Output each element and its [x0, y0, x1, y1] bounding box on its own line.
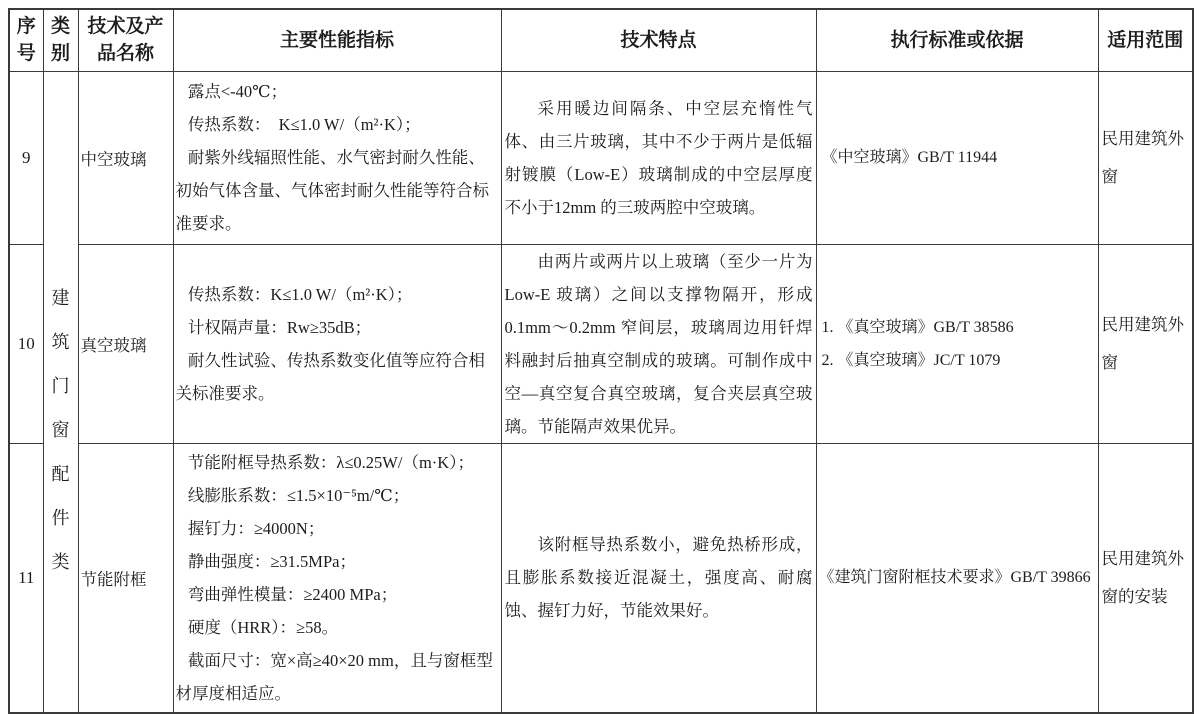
col-header-category: 类别: [43, 9, 78, 71]
col-header-features: 技术特点: [501, 9, 816, 71]
features-text: 采用暖边间隔条、中空层充惰性气体、由三片玻璃，其中不少于两片是低辐射镀膜（Low-E）玻璃制成的中空层厚度不小于12mm 的三玻两腔中空玻璃。: [504, 98, 813, 217]
scope-cell: 民用建筑外窗: [1098, 244, 1193, 443]
product-name-cell: 真空玻璃: [78, 244, 173, 443]
standard-item: 《中空玻璃》GB/T 11944: [821, 149, 998, 166]
table-header-row: [9, 9, 1193, 71]
table-row-11: [9, 443, 1193, 713]
features-cell: [501, 71, 816, 244]
serial-cell: 9: [9, 71, 43, 244]
performance-item: 弯曲弹性模量：≥2400 MPa；: [187, 584, 398, 604]
performance-item: 硬度（HRR）：≥58。: [187, 617, 339, 637]
features-cell: [501, 244, 816, 443]
features-text: 该附框导热系数小，避免热桥形成，且膨胀系数接近混凝土，强度高、耐腐蚀、握钉力好，节能效果好。: [504, 535, 813, 620]
performance-item: 线膨胀系数：≤1.5×10⁻⁵m/℃；: [187, 485, 410, 505]
standard-item: 2. 《真空玻璃》JC/T 1079: [821, 351, 1001, 369]
scope-cell: 民用建筑外窗: [1098, 71, 1193, 244]
standards-cell: [816, 244, 1098, 443]
standards-cell: [816, 71, 1098, 244]
spec-table: [8, 8, 1194, 714]
scope-cell: 民用建筑外窗的安装: [1098, 443, 1193, 713]
performance-item: 耐紫外线辐照性能、水气密封耐久性能、初始气体含量、气体密封耐久性能等符合标准要求。: [175, 148, 489, 233]
features-text: 由两片或两片以上玻璃（至少一片为Low-E 玻璃）之间以支撑物隔开，形成0.1mm～0.2mm 窄间层，玻璃周边用钎焊料融封后抽真空制成的玻璃。可制作成中空—真空复合真空玻璃，复合夹层真空玻璃。节能隔声效果优异。: [504, 251, 813, 436]
table-row-10: [9, 244, 1193, 443]
category-cell: [43, 71, 78, 713]
performance-item: 耐久性试验、传热系数变化值等应符合相关标准要求。: [175, 350, 485, 403]
performance-item: 截面尺寸：宽×高≥40×20 mm，且与窗框型材厚度相适应。: [175, 650, 493, 703]
product-name-cell: 中空玻璃: [78, 71, 173, 244]
performance-item: 传热系数：K≤1.0 W/（m²·K）；: [187, 284, 413, 304]
standards-cell: [816, 443, 1098, 713]
performance-item: 节能附框导热系数：λ≤0.25W/（m·K）；: [187, 452, 474, 472]
performance-item: 握钉力：≥4000N；: [187, 518, 325, 538]
performance-item: 计权隔声量：Rw≥35dB；: [187, 317, 372, 337]
features-cell: [501, 443, 816, 713]
col-header-scope: 适用范围: [1098, 9, 1193, 71]
standard-item: 1. 《真空玻璃》GB/T 38586: [821, 318, 1014, 336]
col-header-no: 序号: [9, 9, 43, 71]
col-header-standard: 执行标准或依据: [816, 9, 1098, 71]
performance-item: 传热系数： K≤1.0 W/（m²·K）；: [187, 115, 421, 134]
standard-item: 《建筑门窗附框技术要求》GB/T 39866: [818, 569, 1091, 586]
serial-cell: 11: [9, 443, 43, 713]
performance-item: 露点<-40℃；: [187, 82, 288, 101]
performance-item: 静曲强度：≥31.5MPa；: [187, 551, 356, 571]
table-row-9: [9, 71, 1193, 244]
serial-cell: 10: [9, 244, 43, 443]
col-header-performance: 主要性能指标: [173, 9, 501, 71]
category-vertical-text: 建 筑 门 窗 配 件 类: [51, 287, 70, 572]
performance-cell: [173, 71, 501, 244]
col-header-product: 技术及产品名称: [78, 9, 173, 71]
performance-cell: [173, 443, 501, 713]
performance-cell: [173, 244, 501, 443]
product-name-cell: 节能附框: [78, 443, 173, 713]
